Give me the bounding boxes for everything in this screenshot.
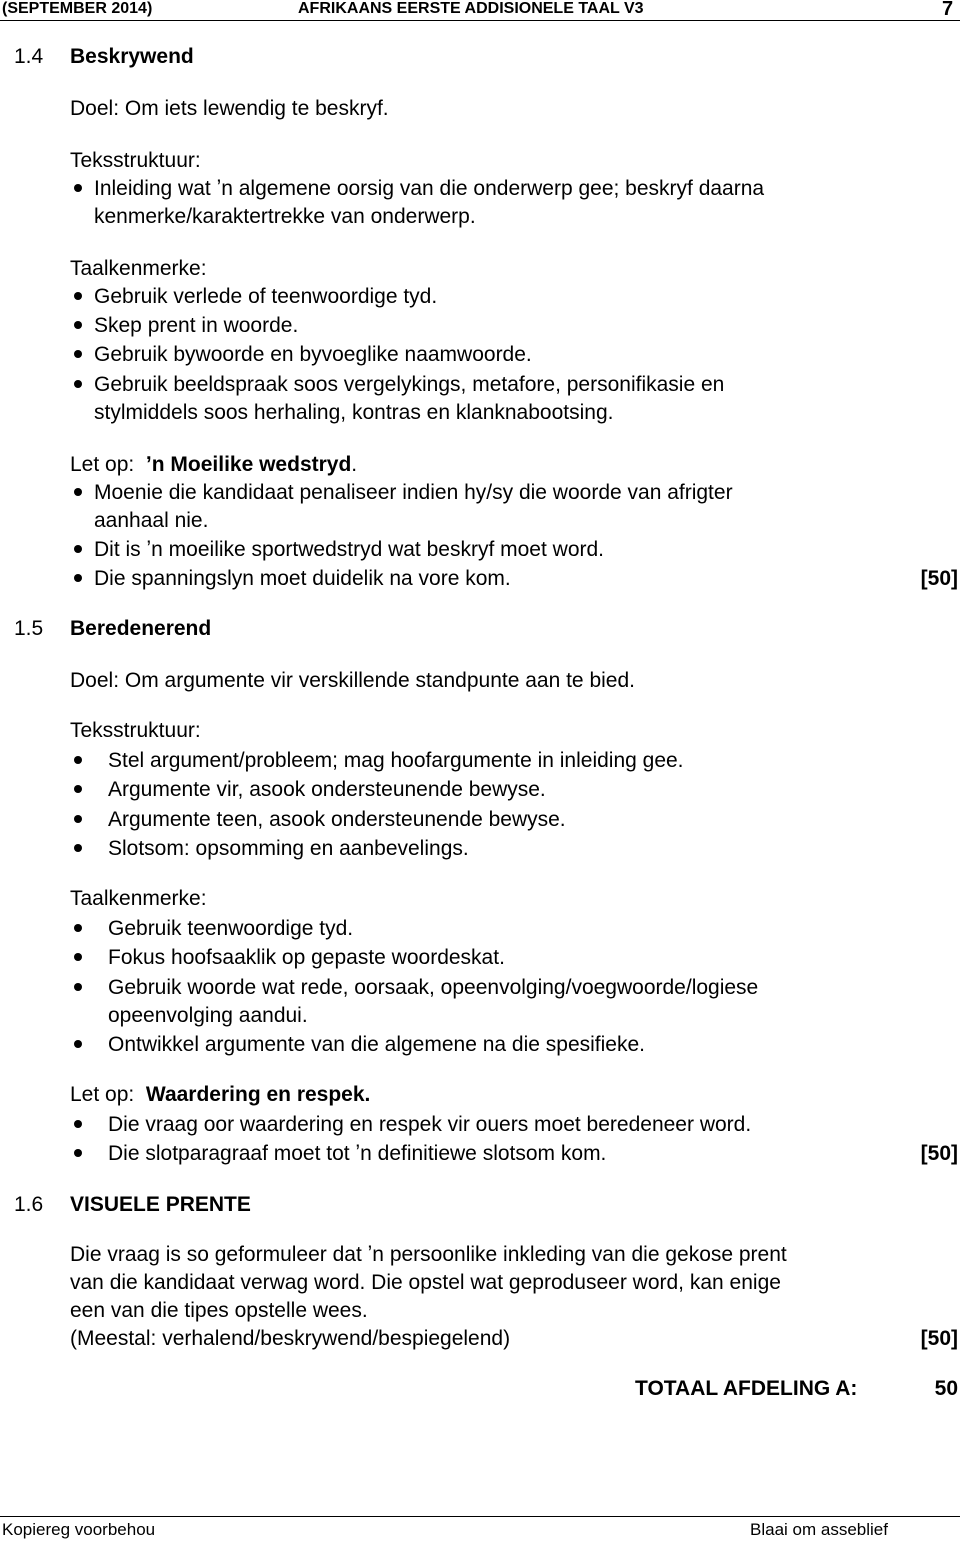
bullet-icon <box>74 292 82 300</box>
bullet-icon <box>74 953 82 961</box>
bullet-text: Die spanningslyn moet duidelik na vore kom. <box>94 567 511 590</box>
total-label: TOTAAL AFDELING A: <box>635 1377 858 1400</box>
section-number: 1.4 <box>14 45 44 68</box>
bullet-text: Fokus hoofsaaklik op gepaste woordeskat. <box>108 946 505 969</box>
note-title: ʼn Moeilike wedstryd <box>145 453 352 476</box>
bullet-text: Stel argument/probleem; mag hoofargumente in inleiding gee. <box>108 749 684 772</box>
note-label-text: Let op: <box>70 1083 135 1106</box>
paragraph-line: (Meestal: verhalend/beskrywend/bespiegelend) <box>70 1327 511 1350</box>
bullet-icon <box>74 1149 82 1157</box>
note-label-text: Let op: <box>70 453 135 476</box>
header-title: AFRIKAANS EERSTE ADDISIONELE TAAL V3 <box>298 0 644 17</box>
bullet-text-continued: stylmiddels soos herhaling, kontras en klanknabootsing. <box>94 401 614 424</box>
bullet-text: Gebruik beeldspraak soos vergelykings, metafore, personifikasie en <box>94 373 725 396</box>
bullet-text: Gebruik bywoorde en byvoeglike naamwoorde. <box>94 343 532 366</box>
footer-rule <box>0 1516 960 1517</box>
goal-text: Doel: Om iets lewendig te beskryf. <box>70 97 389 120</box>
bullet-icon <box>74 321 82 329</box>
footer-copyright: Kopiereg voorbehou <box>2 1520 156 1539</box>
bullet-icon <box>74 545 82 553</box>
bullet-text: Dit is ʼn moeilike sportwedstryd wat beskryf moet word. <box>94 538 604 561</box>
note-label <box>70 450 357 479</box>
bullet-icon <box>74 785 82 793</box>
paragraph-line: een van die tipes opstelle wees. <box>70 1299 368 1322</box>
bullet-icon <box>74 815 82 823</box>
footer-turn-over: Blaai om asseblief <box>750 1520 888 1539</box>
bullet-text: Gebruik woorde wat rede, oorsaak, opeenvolging/voegwoorde/logiese <box>108 976 759 999</box>
bullet-text: Gebruik verlede of teenwoordige tyd. <box>94 285 438 308</box>
bullet-icon <box>74 574 82 582</box>
bullet-icon <box>74 380 82 388</box>
section-number: 1.6 <box>14 1193 44 1216</box>
bullet-icon <box>74 184 82 192</box>
section-number: 1.5 <box>14 617 44 640</box>
paragraph-line: Die vraag is so geformuleer dat ʼn persoonlike inkleding van die gekose prent <box>70 1243 787 1266</box>
header-page-number: 7 <box>942 0 954 20</box>
bullet-text: Die vraag oor waardering en respek vir ouers moet beredeneer word. <box>108 1113 752 1136</box>
note-title: Waardering en respek. <box>145 1083 371 1106</box>
bullet-icon <box>74 1040 82 1048</box>
bullet-text-continued: opeenvolging aandui. <box>108 1004 308 1027</box>
bullet-text: Slotsom: opsomming en aanbevelings. <box>108 837 469 860</box>
section-marks: [50] <box>920 567 958 590</box>
section-marks: [50] <box>920 1142 958 1165</box>
paragraph-line: van die kandidaat verwag word. Die opstel wat geproduseer word, kan enige <box>70 1271 781 1294</box>
bullet-icon <box>74 756 82 764</box>
bullet-text: Argumente teen, asook ondersteunende bewyse. <box>108 808 566 831</box>
header-rule <box>0 20 960 21</box>
language-features-label: Taalkenmerke: <box>70 257 207 280</box>
total-value: 50 <box>934 1377 958 1400</box>
structure-label: Teksstruktuur: <box>70 719 201 742</box>
goal-text: Doel: Om argumente vir verskillende standpunte aan te bied. <box>70 669 635 692</box>
bullet-text: Skep prent in woorde. <box>94 314 299 337</box>
bullet-text: Argumente vir, asook ondersteunende bewyse. <box>108 778 546 801</box>
bullet-text: Ontwikkel argumente van die algemene na die spesifieke. <box>108 1033 645 1056</box>
language-features-label: Taalkenmerke: <box>70 887 207 910</box>
section-marks: [50] <box>920 1327 958 1350</box>
bullet-icon <box>74 844 82 852</box>
bullet-text: Inleiding wat ʼn algemene oorsig van die onderwerp gee; beskryf daarna <box>94 177 765 200</box>
bullet-icon <box>74 350 82 358</box>
bullet-text-continued: aanhaal nie. <box>94 509 209 532</box>
header-date: (SEPTEMBER 2014) <box>2 0 153 17</box>
bullet-text: Gebruik teenwoordige tyd. <box>108 917 354 940</box>
bullet-text-continued: kenmerke/karaktertrekke van onderwerp. <box>94 205 476 228</box>
section-title: Beskrywend <box>70 45 194 68</box>
bullet-icon <box>74 983 82 991</box>
section-title: Beredenerend <box>70 617 212 640</box>
bullet-icon <box>74 1120 82 1128</box>
bullet-icon <box>74 924 82 932</box>
bullet-icon <box>74 488 82 496</box>
note-title-period: . <box>351 453 358 476</box>
bullet-text: Moenie die kandidaat penaliseer indien hy/sy die woorde van afrigter <box>94 481 733 504</box>
structure-label: Teksstruktuur: <box>70 149 201 172</box>
section-title: VISUELE PRENTE <box>70 1193 251 1216</box>
bullet-text: Die slotparagraaf moet tot ʼn definitiewe slotsom kom. <box>108 1142 607 1165</box>
note-label <box>70 1080 370 1109</box>
